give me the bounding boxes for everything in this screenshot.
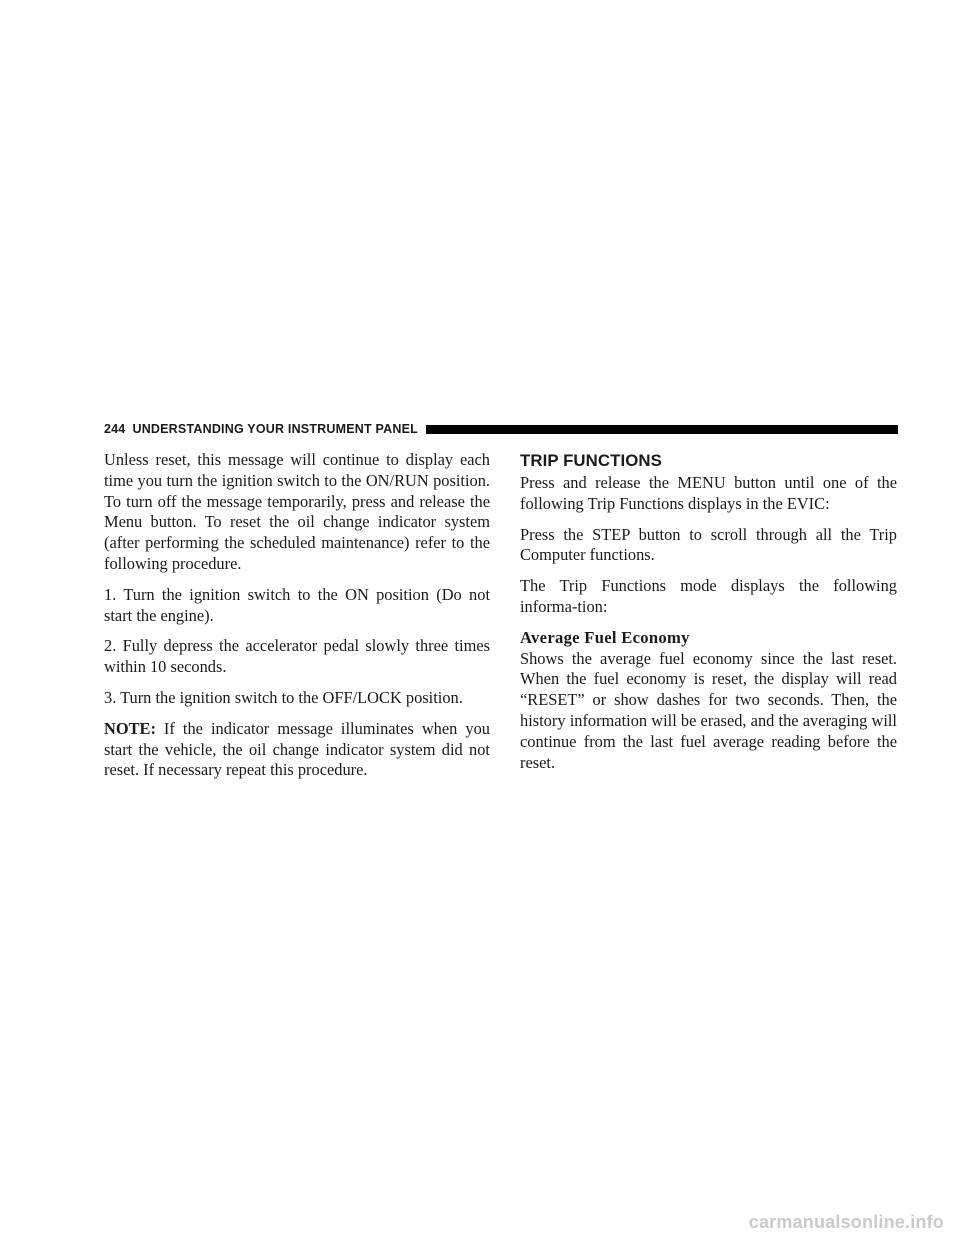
note-paragraph	[104, 719, 490, 781]
note-label: NOTE:	[104, 718, 156, 738]
page-header	[104, 421, 898, 437]
menu-paragraph: Press and release the MENU button until one of the following Trip Functions displays in the EVIC:	[520, 473, 897, 513]
step-2: 2. Fully depress the accelerator pedal slowly three times within 10 seconds.	[104, 636, 490, 677]
mode-paragraph: The Trip Functions mode displays the following informa-tion:	[520, 576, 897, 616]
step-paragraph: Press the STEP button to scroll through all the Trip Computer functions.	[520, 524, 897, 565]
trip-functions-heading: TRIP FUNCTIONS	[520, 451, 662, 470]
step-3: 3. Turn the ignition switch to the OFF/LOCK position.	[104, 687, 463, 707]
watermark: carmanualsonline.info	[748, 1212, 944, 1232]
right-column	[520, 451, 897, 783]
section-title: UNDERSTANDING YOUR INSTRUMENT PANEL	[132, 422, 418, 436]
fuel-economy-paragraph: Shows the average fuel economy since the last reset. When the fuel economy is reset, the display will read “RESET” or show dashes for two seconds. Then, the history information will be erased, and the averaging will continue from the last fuel average reading before the reset.	[520, 648, 897, 772]
step-1: 1. Turn the ignition switch to the ON position (Do not start the engine).	[104, 584, 490, 625]
left-column	[104, 450, 490, 791]
note-text: If the indicator message illuminates when you start the vehicle, the oil change indicator system did not reset. If necessary repeat this procedure.	[104, 718, 490, 780]
header-rule	[426, 425, 898, 434]
intro-paragraph: Unless reset, this message will continue to display each time you turn the ignition switch to the ON/RUN position. To turn off the message temporarily, press and release the Menu button. To reset the oil change indicator system (after performing the scheduled maintenance) refer to the following procedure.	[104, 450, 490, 573]
page-number: 244	[104, 422, 126, 436]
average-fuel-economy-heading: Average Fuel Economy	[520, 627, 690, 647]
